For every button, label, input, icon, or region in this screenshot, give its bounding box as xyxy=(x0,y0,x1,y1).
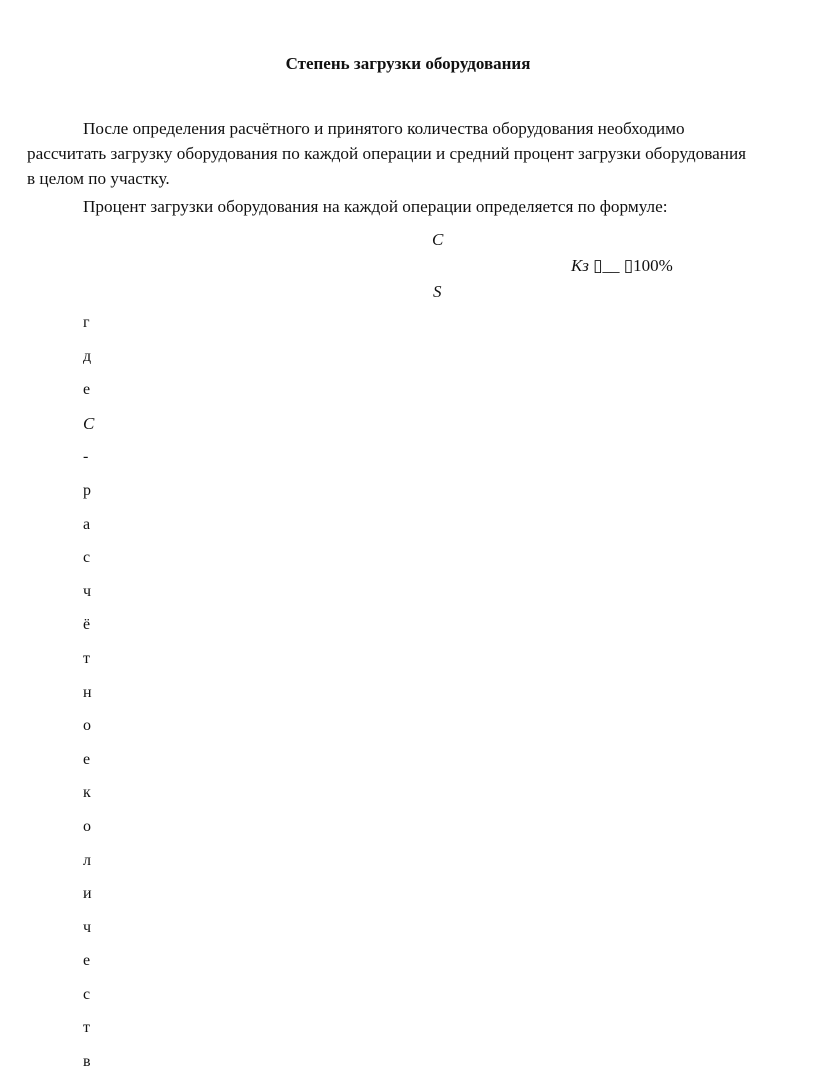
vertical-char: н xyxy=(83,683,92,701)
vertical-char: в xyxy=(83,1053,91,1071)
vertical-text-column xyxy=(83,312,123,1085)
formula-denominator: S xyxy=(433,282,442,301)
vertical-char: - xyxy=(83,448,89,466)
vertical-char: о xyxy=(83,717,91,735)
formula-intro: Процент загрузки оборудования на каждой операции определяется по формуле: xyxy=(83,197,668,216)
vertical-char: т xyxy=(83,649,90,667)
formula-expression xyxy=(571,256,673,276)
vertical-char: и xyxy=(83,885,92,903)
vertical-char: е xyxy=(83,750,91,768)
page-title: Степень загрузки оборудования xyxy=(285,54,531,73)
vertical-char: т xyxy=(83,1019,90,1037)
vertical-char: ч xyxy=(83,582,92,600)
vertical-char: л xyxy=(83,851,91,869)
vertical-char: г xyxy=(83,314,90,331)
vertical-char: к xyxy=(83,784,91,802)
formula-rhs: ▯__ ▯100% xyxy=(593,256,673,275)
formula-lhs: Кз xyxy=(571,256,589,275)
body-paragraph xyxy=(27,116,812,191)
vertical-char: а xyxy=(83,515,91,533)
paragraph-line: в целом по участку. xyxy=(27,169,170,188)
formula-numerator: C xyxy=(432,230,444,249)
vertical-char: C xyxy=(83,413,95,433)
vertical-char: ч xyxy=(83,918,92,936)
paragraph-line: После определения расчётного и принятого количества оборудования необходимо xyxy=(83,119,685,138)
paragraph-line: рассчитать загрузку оборудования по каждой операции и средний процент загрузки оборудования xyxy=(27,144,747,163)
vertical-char: с xyxy=(83,549,91,567)
vertical-char: ё xyxy=(83,616,91,634)
vertical-char: д xyxy=(83,347,92,365)
vertical-char: е xyxy=(83,381,91,399)
vertical-char: е xyxy=(83,952,91,970)
vertical-char: с xyxy=(83,985,91,1003)
vertical-char: р xyxy=(83,481,91,499)
vertical-char: о xyxy=(83,817,91,835)
